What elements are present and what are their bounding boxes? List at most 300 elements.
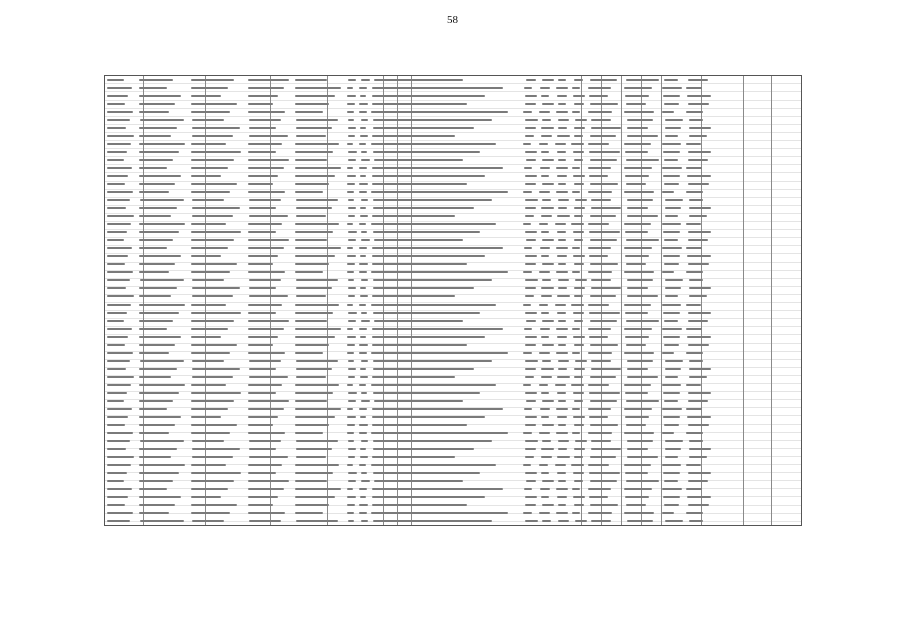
table-cell bbox=[374, 79, 463, 81]
table-cell bbox=[590, 263, 618, 265]
table-row bbox=[107, 397, 799, 404]
table-cell bbox=[557, 456, 570, 458]
table-cell bbox=[295, 191, 323, 193]
table-cell bbox=[139, 231, 179, 233]
table-cell bbox=[627, 440, 653, 442]
table-cell bbox=[348, 159, 356, 161]
table-cell bbox=[107, 263, 125, 265]
table-cell bbox=[372, 336, 485, 338]
table-cell bbox=[348, 231, 357, 233]
table-cell bbox=[555, 143, 566, 145]
table-cell bbox=[539, 512, 550, 514]
table-cell bbox=[248, 504, 273, 506]
table-cell bbox=[558, 520, 569, 522]
table-cell bbox=[686, 408, 702, 410]
table-cell bbox=[295, 231, 333, 233]
table-cell bbox=[624, 512, 654, 514]
table-cell bbox=[107, 255, 128, 257]
table-cell bbox=[541, 255, 549, 257]
table-cell bbox=[541, 472, 549, 474]
table-cell bbox=[347, 191, 354, 193]
table-cell bbox=[360, 456, 368, 458]
table-cell bbox=[591, 279, 611, 281]
table-row bbox=[107, 381, 799, 388]
table-cell bbox=[347, 416, 356, 418]
table-cell bbox=[525, 135, 534, 137]
table-cell bbox=[192, 376, 233, 378]
table-cell bbox=[689, 287, 711, 289]
table-cell bbox=[139, 79, 173, 81]
table-cell bbox=[373, 360, 492, 362]
table-cell bbox=[663, 151, 680, 153]
table-cell bbox=[139, 384, 185, 386]
table-cell bbox=[139, 175, 181, 177]
table-cell bbox=[372, 424, 467, 426]
table-cell bbox=[107, 287, 126, 289]
table-cell bbox=[624, 328, 652, 330]
table-cell bbox=[296, 127, 332, 129]
table-cell bbox=[557, 215, 570, 217]
table-row bbox=[107, 501, 799, 508]
table-cell bbox=[248, 111, 285, 113]
table-cell bbox=[665, 360, 683, 362]
table-cell bbox=[665, 279, 683, 281]
table-cell bbox=[590, 344, 618, 346]
table-cell bbox=[574, 287, 585, 289]
table-cell bbox=[191, 143, 226, 145]
table-cell bbox=[295, 384, 339, 386]
table-row bbox=[107, 141, 799, 148]
table-cell bbox=[588, 352, 612, 354]
table-cell bbox=[624, 488, 652, 490]
table-cell bbox=[347, 255, 356, 257]
table-cell bbox=[624, 384, 651, 386]
table-cell bbox=[248, 512, 285, 514]
table-cell bbox=[558, 440, 569, 442]
table-cell bbox=[107, 352, 133, 354]
table-cell bbox=[191, 167, 228, 169]
table-cell bbox=[624, 352, 654, 354]
table-cell bbox=[687, 496, 711, 498]
table-cell bbox=[347, 344, 355, 346]
table-cell bbox=[625, 95, 649, 97]
table-cell bbox=[626, 79, 659, 81]
table-cell bbox=[359, 103, 368, 105]
table-cell bbox=[688, 151, 711, 153]
table-cell bbox=[248, 263, 273, 265]
table-cell bbox=[249, 127, 276, 129]
table-cell bbox=[624, 143, 651, 145]
table-cell bbox=[248, 320, 289, 322]
table-cell bbox=[139, 416, 181, 418]
table-cell bbox=[525, 151, 537, 153]
table-cell bbox=[541, 175, 549, 177]
table-cell bbox=[574, 376, 583, 378]
table-cell bbox=[627, 368, 648, 370]
table-cell bbox=[107, 295, 134, 297]
table-cell bbox=[372, 408, 503, 410]
table-cell bbox=[524, 488, 532, 490]
table-cell bbox=[371, 304, 496, 306]
table-cell bbox=[371, 432, 508, 434]
table-cell bbox=[360, 95, 366, 97]
table-cell bbox=[571, 143, 584, 145]
table-cell bbox=[688, 103, 709, 105]
table-cell bbox=[107, 344, 125, 346]
table-row bbox=[107, 389, 799, 396]
table-cell bbox=[348, 400, 356, 402]
table-cell bbox=[526, 320, 536, 322]
table-cell bbox=[107, 207, 126, 209]
table-cell bbox=[662, 143, 681, 145]
table-cell bbox=[627, 360, 653, 362]
table-cell bbox=[107, 456, 134, 458]
table-cell bbox=[139, 496, 181, 498]
table-cell bbox=[663, 336, 680, 338]
table-cell bbox=[191, 464, 226, 466]
table-row bbox=[107, 301, 799, 308]
table-cell bbox=[558, 159, 566, 161]
table-cell bbox=[192, 199, 224, 201]
table-cell bbox=[573, 151, 584, 153]
table-cell bbox=[371, 191, 508, 193]
table-cell bbox=[626, 480, 659, 482]
table-cell bbox=[573, 95, 585, 97]
table-cell bbox=[541, 336, 549, 338]
table-cell bbox=[248, 488, 284, 490]
table-cell bbox=[572, 408, 580, 410]
table-cell bbox=[686, 432, 703, 434]
table-cell bbox=[689, 207, 711, 209]
table-cell bbox=[107, 87, 132, 89]
table-cell bbox=[296, 279, 338, 281]
table-cell bbox=[591, 287, 621, 289]
table-row bbox=[107, 253, 799, 260]
table-cell bbox=[107, 320, 124, 322]
table-cell bbox=[542, 344, 554, 346]
table-cell bbox=[371, 143, 496, 145]
table-row bbox=[107, 165, 799, 172]
table-row bbox=[107, 133, 799, 140]
table-cell bbox=[575, 119, 587, 121]
table-cell bbox=[523, 304, 531, 306]
table-cell bbox=[139, 368, 177, 370]
table-cell bbox=[526, 480, 536, 482]
table-cell bbox=[689, 215, 707, 217]
table-cell bbox=[371, 111, 508, 113]
table-cell bbox=[107, 464, 131, 466]
table-cell bbox=[574, 239, 583, 241]
table-cell bbox=[556, 167, 568, 169]
table-cell bbox=[557, 151, 566, 153]
table-cell bbox=[663, 496, 680, 498]
table-row bbox=[107, 181, 799, 188]
table-cell bbox=[589, 416, 608, 418]
table-cell bbox=[590, 135, 616, 137]
table-cell bbox=[191, 336, 221, 338]
table-cell bbox=[372, 183, 467, 185]
table-cell bbox=[347, 263, 355, 265]
table-cell bbox=[373, 312, 480, 314]
table-row bbox=[107, 477, 799, 484]
table-cell bbox=[558, 448, 567, 450]
table-cell bbox=[688, 400, 708, 402]
table-cell bbox=[360, 135, 368, 137]
table-cell bbox=[107, 416, 128, 418]
table-cell bbox=[360, 255, 366, 257]
table-cell bbox=[556, 247, 568, 249]
table-cell bbox=[372, 416, 485, 418]
table-cell bbox=[662, 488, 682, 490]
table-cell bbox=[627, 207, 648, 209]
table-cell bbox=[624, 247, 652, 249]
table-cell bbox=[139, 312, 179, 314]
table-cell bbox=[626, 344, 646, 346]
table-cell bbox=[360, 336, 366, 338]
table-cell bbox=[624, 167, 652, 169]
table-cell bbox=[523, 512, 532, 514]
table-cell bbox=[139, 255, 181, 257]
table-cell bbox=[542, 279, 551, 281]
table-cell bbox=[248, 143, 282, 145]
table-cell bbox=[525, 255, 537, 257]
table-cell bbox=[588, 223, 609, 225]
table-cell bbox=[360, 175, 366, 177]
table-cell bbox=[347, 352, 354, 354]
table-cell bbox=[361, 472, 367, 474]
table-row bbox=[107, 221, 799, 228]
table-cell bbox=[373, 472, 480, 474]
table-cell bbox=[590, 320, 617, 322]
table-cell bbox=[139, 143, 185, 145]
table-cell bbox=[541, 135, 552, 137]
table-cell bbox=[541, 215, 552, 217]
table-cell bbox=[361, 239, 370, 241]
table-cell bbox=[542, 239, 554, 241]
table-cell bbox=[191, 352, 230, 354]
table-cell bbox=[361, 119, 368, 121]
table-cell bbox=[624, 223, 651, 225]
table-cell bbox=[590, 456, 616, 458]
table-cell bbox=[139, 344, 175, 346]
table-cell bbox=[590, 183, 618, 185]
table-cell bbox=[348, 135, 355, 137]
table-cell bbox=[662, 167, 682, 169]
table-cell bbox=[139, 207, 177, 209]
table-cell bbox=[139, 304, 185, 306]
table-row bbox=[107, 437, 799, 444]
table-row bbox=[107, 453, 799, 460]
table-row bbox=[107, 333, 799, 340]
table-cell bbox=[347, 175, 356, 177]
table-cell bbox=[542, 103, 554, 105]
table-cell bbox=[591, 207, 621, 209]
table-cell bbox=[372, 247, 503, 249]
table-cell bbox=[372, 328, 503, 330]
table-cell bbox=[373, 207, 474, 209]
table-cell bbox=[556, 352, 568, 354]
table-cell bbox=[689, 199, 703, 201]
table-cell bbox=[664, 320, 678, 322]
table-cell bbox=[348, 79, 356, 81]
table-cell bbox=[347, 408, 353, 410]
table-cell bbox=[191, 151, 241, 153]
table-cell bbox=[574, 159, 583, 161]
table-cell bbox=[557, 312, 566, 314]
table-cell bbox=[591, 520, 611, 522]
table-cell bbox=[372, 215, 455, 217]
table-cell bbox=[557, 135, 570, 137]
table-cell bbox=[541, 151, 549, 153]
table-cell bbox=[249, 440, 281, 442]
table-row bbox=[107, 117, 799, 124]
table-cell bbox=[295, 488, 341, 490]
table-cell bbox=[295, 183, 329, 185]
table-cell bbox=[296, 295, 326, 297]
table-cell bbox=[542, 504, 554, 506]
table-cell bbox=[574, 79, 583, 81]
table-cell bbox=[191, 408, 228, 410]
table-cell bbox=[140, 440, 184, 442]
table-cell bbox=[626, 263, 646, 265]
table-cell bbox=[539, 191, 550, 193]
table-cell bbox=[588, 384, 609, 386]
table-cell bbox=[248, 87, 284, 89]
table-row bbox=[107, 277, 799, 284]
table-cell bbox=[191, 304, 226, 306]
table-cell bbox=[525, 360, 538, 362]
table-cell bbox=[140, 360, 184, 362]
table-row bbox=[107, 285, 799, 292]
table-cell bbox=[555, 223, 566, 225]
table-cell bbox=[662, 247, 682, 249]
table-cell bbox=[588, 328, 611, 330]
table-cell bbox=[192, 127, 240, 129]
table-cell bbox=[295, 352, 323, 354]
table-cell bbox=[589, 336, 608, 338]
table-cell bbox=[139, 432, 169, 434]
table-cell bbox=[372, 87, 503, 89]
table-cell bbox=[662, 87, 682, 89]
table-cell bbox=[361, 151, 367, 153]
table-cell bbox=[574, 504, 584, 506]
table-cell bbox=[347, 247, 353, 249]
table-cell bbox=[348, 392, 357, 394]
table-cell bbox=[372, 263, 467, 265]
table-row bbox=[107, 309, 799, 316]
table-cell bbox=[574, 480, 583, 482]
table-cell bbox=[589, 312, 620, 314]
table-cell bbox=[373, 151, 480, 153]
table-cell bbox=[572, 271, 580, 273]
table-cell bbox=[687, 416, 711, 418]
table-cell bbox=[688, 344, 709, 346]
table-cell bbox=[627, 295, 658, 297]
table-cell bbox=[107, 496, 128, 498]
table-cell bbox=[347, 512, 354, 514]
table-cell bbox=[572, 247, 580, 249]
table-cell bbox=[191, 223, 226, 225]
table-cell bbox=[348, 320, 356, 322]
table-cell bbox=[248, 271, 285, 273]
table-cell bbox=[348, 376, 355, 378]
table-row bbox=[107, 245, 799, 252]
table-cell bbox=[663, 231, 680, 233]
table-cell bbox=[295, 464, 339, 466]
table-cell bbox=[348, 279, 354, 281]
table-row bbox=[107, 189, 799, 196]
table-cell bbox=[626, 159, 659, 161]
table-cell bbox=[295, 320, 327, 322]
table-cell bbox=[361, 231, 367, 233]
table-row bbox=[107, 405, 799, 412]
table-cell bbox=[526, 159, 536, 161]
table-cell bbox=[139, 456, 171, 458]
table-cell bbox=[539, 304, 548, 306]
table-cell bbox=[590, 295, 616, 297]
table-cell bbox=[525, 344, 536, 346]
table-cell bbox=[295, 432, 323, 434]
table-cell bbox=[347, 103, 355, 105]
table-cell bbox=[107, 239, 124, 241]
table-cell bbox=[555, 304, 566, 306]
table-cell bbox=[688, 183, 709, 185]
table-cell bbox=[249, 207, 276, 209]
table-cell bbox=[588, 247, 611, 249]
table-cell bbox=[664, 183, 679, 185]
table-cell bbox=[191, 504, 237, 506]
table-cell bbox=[688, 392, 711, 394]
table-cell bbox=[525, 103, 536, 105]
table-cell bbox=[662, 191, 674, 193]
table-cell bbox=[686, 304, 701, 306]
table-cell bbox=[540, 167, 550, 169]
table-cell bbox=[372, 175, 485, 177]
table-cell bbox=[556, 111, 568, 113]
table-cell bbox=[361, 440, 368, 442]
table-cell bbox=[295, 143, 339, 145]
table-cell bbox=[575, 440, 587, 442]
table-cell bbox=[248, 328, 284, 330]
table-cell bbox=[139, 223, 185, 225]
table-cell bbox=[249, 135, 288, 137]
table-cell bbox=[359, 504, 368, 506]
table-cell bbox=[624, 408, 652, 410]
table-cell bbox=[140, 119, 184, 121]
table-cell bbox=[359, 223, 366, 225]
table-cell bbox=[371, 464, 496, 466]
table-row bbox=[107, 101, 799, 108]
table-cell bbox=[625, 255, 649, 257]
table-row bbox=[107, 93, 799, 100]
table-cell bbox=[523, 271, 532, 273]
table-cell bbox=[107, 231, 127, 233]
table-cell bbox=[296, 440, 338, 442]
table-cell bbox=[192, 440, 224, 442]
table-cell bbox=[360, 368, 366, 370]
table-cell bbox=[139, 512, 169, 514]
table-cell bbox=[541, 231, 549, 233]
table-cell bbox=[524, 408, 532, 410]
table-cell bbox=[524, 167, 532, 169]
table-cell bbox=[107, 520, 130, 522]
table-cell bbox=[555, 464, 566, 466]
table-cell bbox=[139, 400, 173, 402]
table-cell bbox=[574, 263, 584, 265]
table-cell bbox=[541, 95, 549, 97]
table-cell bbox=[624, 191, 654, 193]
table-cell bbox=[360, 287, 366, 289]
